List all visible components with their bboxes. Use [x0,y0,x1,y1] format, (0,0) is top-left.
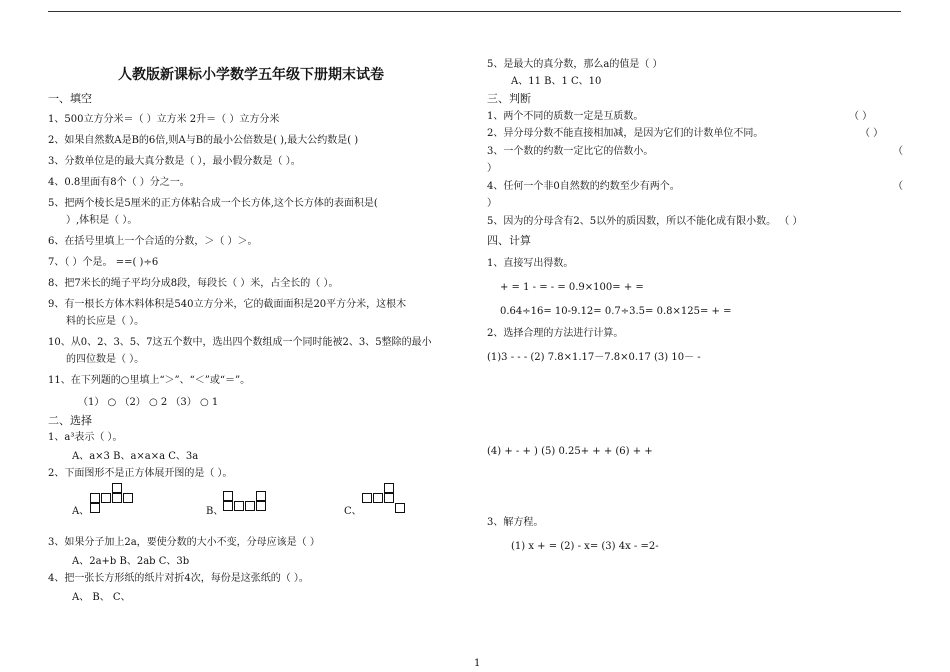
question-line: 0.64÷16= 10-9.12= 0.7÷3.5= 0.8×125= + = [500,306,732,317]
question-line: 4、把一张长方形纸的纸片对折4次，每份是这张纸的（ ）。 [48,573,309,584]
question-line: （ [893,146,903,157]
question-line: 2、如果自然数A是B的6倍,则A与B的最小公倍数是( ),最大公约数是( ) [48,135,359,146]
question-line: 的四位数是（ ）。 [66,354,145,365]
header-rule [48,11,901,12]
question-line: （ ） [849,111,873,122]
question-line: 3、解方程。 [487,517,544,528]
question-line: (1)3 - - - (2) 7.8×1.17－7.8×0.17 (3) 10－ - [487,352,701,363]
question-line: 3、一个数的约数一定比它的倍数小。 [487,146,654,157]
question-line: 6、在括号里填上一个合适的分数，＞（ ）＞。 [48,236,258,247]
question-line: ） [487,163,497,174]
question-line: A、 B、 C、 [72,592,131,603]
section-heading: 三、判断 [487,92,531,105]
question-line: 1、a³表示（ ）。 [48,432,123,443]
question-line: 1、500立方分米＝（ ）立方米 2升＝（ ）立方分米 [48,114,280,125]
question-line: C、 [344,506,362,517]
question-line: 1、直接写出得数。 [487,258,574,269]
question-line: 9、有一根长方体木料体积是540立方分米，它的截面面积是20平方分米，这根木 [48,299,407,310]
question-line: 3、分数单位是的最大真分数是（ ），最小假分数是（ ）。 [48,156,301,167]
question-line: 料的长应是（ ）。 [66,316,145,327]
question-line: （1） ○ （2） ○ 2 （3） ○ 1 [78,397,219,408]
section-heading: 一、填空 [48,92,92,105]
question-line: (1) x + = (2) - x= (3) 4x - =2- [511,541,659,552]
question-line: 5、因为的分母含有2、5以外的质因数，所以不能化成有限小数。 （ ） [487,216,803,227]
question-line: 11、在下列题的○里填上“＞”、“＜”或“＝”。 [48,375,251,386]
question-line: （ ） [860,128,884,139]
question-line: B、 [206,506,224,517]
question-line: ）,体积是（ ）。 [66,215,138,226]
question-line: (4) + - + ) (5) 0.25+ + + (6) + + [487,446,653,457]
question-line: 4、0.8里面有8个（ ）分之一。 [48,177,190,188]
page-number: 1 [474,658,481,669]
question-line: + = 1 - = - = 0.9×100= + = [500,282,644,293]
question-line: ） [487,198,497,209]
question-line: （ [893,181,903,192]
question-line: 8、把7米长的绳子平均分成8段，每段长（ ）米，占全长的（ ）。 [48,278,339,289]
page-title: 人教版新课标小学数学五年级下册期末试卷 [118,67,384,83]
question-line: 7、（ ）个是。 ==( )÷6 [48,257,159,268]
question-line: 2、异分母分数不能直接相加减，是因为它们的计数单位不同。 [487,128,764,139]
question-line: 2、下面图形不是正方体展开图的是（ ）。 [48,468,233,479]
question-line: 3、如果分子加上2a，要使分数的大小不变，分母应该是（ ） [48,537,320,548]
question-line: A、 [72,506,90,517]
section-heading: 二、选择 [48,414,92,427]
question-line: A、2a+b B、2ab C、3b [72,556,190,567]
section-heading: 四、计算 [487,234,531,247]
question-line: A、a×3 B、a×a×a C、3a [72,451,199,462]
question-line: 5、是最大的真分数，那么a的值是（ ） [487,59,663,70]
question-line: 4、任何一个非0自然数的约数至少有两个。 [487,181,680,192]
question-line: 2、选择合理的方法进行计算。 [487,328,624,339]
question-line: 5、把两个棱长是5厘米的正方体粘合成一个长方体,这个长方体的表面积是( [48,198,378,209]
question-line: 10、从0、2、3、5、7这五个数中，选出四个数组成一个同时能被2、3、5整除的最小 [48,337,432,348]
question-line: 1、两个不同的质数一定是互质数。 [487,111,644,122]
question-line: A、11 B、1 C、10 [511,76,602,87]
